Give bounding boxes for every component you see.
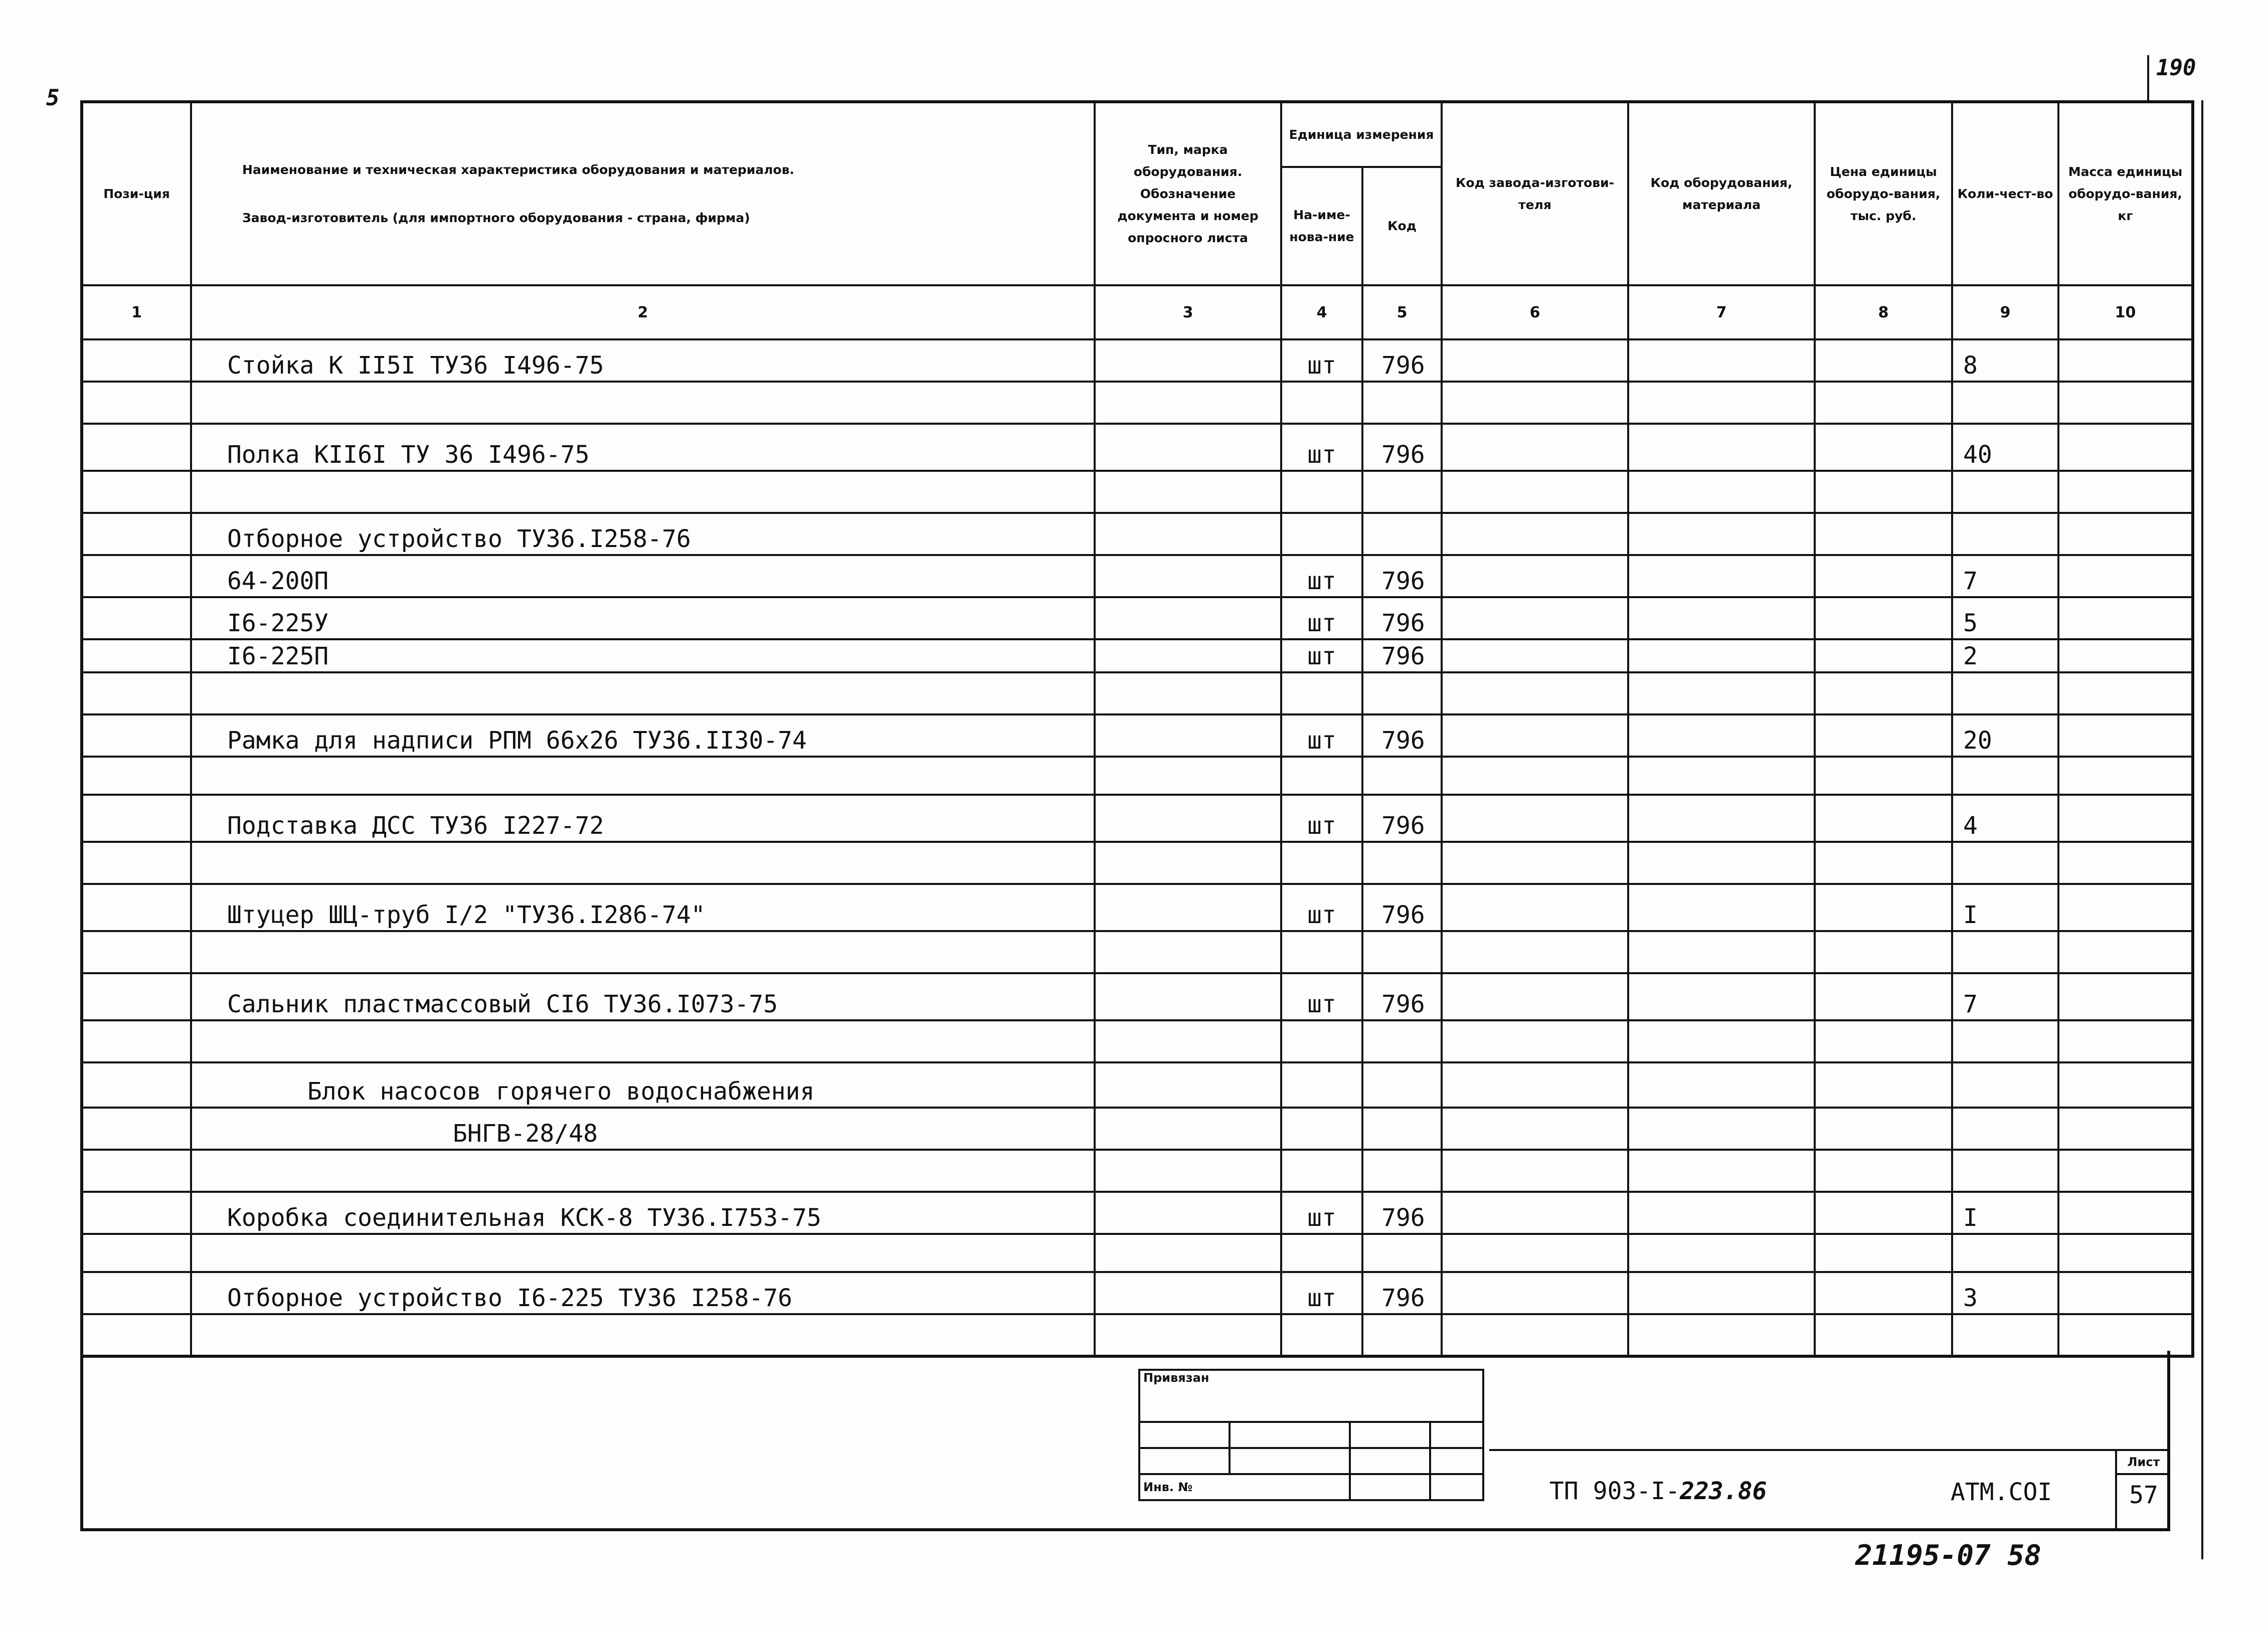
item-unit-code: 796 (1362, 1272, 1442, 1314)
column-number: 3 (1095, 285, 1281, 339)
item-unit (1281, 757, 1362, 795)
column-number: 4 (1281, 285, 1362, 339)
item-unit-code: 796 (1362, 424, 1442, 471)
sheet-number: 57 (2129, 1481, 2158, 1509)
item-name: 64-200П (191, 555, 1095, 597)
item-unit (1281, 1020, 1362, 1062)
item-quantity (1952, 471, 2058, 513)
item-name: I6-225У (191, 597, 1095, 639)
inventory-label: Инв. № (1139, 1474, 1350, 1500)
item-quantity (1952, 1062, 2058, 1108)
table-row (82, 1234, 2193, 1272)
sheet-label: Лист (2117, 1451, 2170, 1475)
table-row (82, 513, 2193, 555)
item-unit-code (1362, 1108, 1442, 1150)
item-name: Блок насосов горячего водоснабжения (191, 1062, 1095, 1108)
item-quantity (1952, 1108, 2058, 1150)
item-quantity: 4 (1952, 795, 2058, 842)
item-quantity: 8 (1952, 339, 2058, 382)
item-unit (1281, 513, 1362, 555)
header-unit-group: Единица измерения (1281, 102, 1442, 167)
item-unit (1281, 672, 1362, 714)
item-unit: шт (1281, 1272, 1362, 1314)
header-name (191, 102, 1095, 285)
column-number: 9 (1952, 285, 2058, 339)
item-name: Сальник пластмассовый СI6 ТУ36.I073-75 (191, 973, 1095, 1020)
item-quantity (1952, 1150, 2058, 1192)
item-unit-code (1362, 931, 1442, 973)
item-name: Коробка соединительная КСК-8 ТУ36.I753-75 (191, 1192, 1095, 1234)
header-plant-code: Код завода-изготови-теля (1442, 102, 1628, 285)
item-unit-code: 796 (1362, 714, 1442, 757)
item-quantity: 5 (1952, 597, 2058, 639)
item-quantity: 7 (1952, 555, 2058, 597)
item-unit (1281, 382, 1362, 424)
item-unit: шт (1281, 424, 1362, 471)
item-quantity: I (1952, 1192, 2058, 1234)
item-unit-code (1362, 471, 1442, 513)
item-name: Полка КII6I ТУ 36 I496-75 (191, 424, 1095, 471)
item-unit-code (1362, 1234, 1442, 1272)
column-number: 8 (1815, 285, 1952, 339)
column-number: 6 (1442, 285, 1628, 339)
table-row (82, 795, 2193, 842)
item-unit-code (1362, 1314, 1442, 1356)
item-unit (1281, 931, 1362, 973)
item-name: БНГВ-28/48 (191, 1108, 1095, 1150)
item-name: I6-225П (191, 639, 1095, 672)
item-quantity (1952, 672, 2058, 714)
item-quantity (1952, 757, 2058, 795)
bound-label: Привязан (1139, 1370, 1483, 1422)
table-row (82, 884, 2193, 931)
item-name (191, 1020, 1095, 1062)
item-unit: шт (1281, 555, 1362, 597)
table-row (82, 339, 2193, 382)
item-unit (1281, 842, 1362, 884)
item-quantity: 3 (1952, 1272, 2058, 1314)
table-row (82, 714, 2193, 757)
item-quantity: I (1952, 884, 2058, 931)
item-unit (1281, 1234, 1362, 1272)
table-row (82, 672, 2193, 714)
table-row (82, 1314, 2193, 1356)
item-name: Рамка для надписи РПМ 66х26 ТУ36.II30-74 (191, 714, 1095, 757)
table-row (82, 382, 2193, 424)
item-unit: шт (1281, 597, 1362, 639)
item-quantity (1952, 1020, 2058, 1062)
table-row (82, 597, 2193, 639)
item-unit: шт (1281, 795, 1362, 842)
item-quantity (1952, 931, 2058, 973)
item-unit: шт (1281, 714, 1362, 757)
table-row (82, 1062, 2193, 1108)
header-name-line1: Наименование и техническая характеристика оборудования и материалов. (242, 162, 795, 177)
header-quantity: Коли-чест-во (1952, 102, 2058, 285)
item-unit (1281, 1062, 1362, 1108)
item-quantity: 20 (1952, 714, 2058, 757)
header-name-line2: Завод-изготовитель (для импортного оборудования - страна, фирма) (242, 210, 750, 225)
table-row (82, 1272, 2193, 1314)
item-unit-code (1362, 1020, 1442, 1062)
header-equipment-code: Код оборудования, материала (1628, 102, 1815, 285)
header-mass: Масса единицы оборудо-вания, кг (2058, 102, 2193, 285)
item-unit: шт (1281, 339, 1362, 382)
item-unit (1281, 471, 1362, 513)
header-row-1 (82, 102, 2193, 167)
item-unit-code: 796 (1362, 639, 1442, 672)
header-price: Цена единицы оборудо-вания, тыс. руб. (1815, 102, 1952, 285)
item-unit-code (1362, 1062, 1442, 1108)
header-position: Пози-ция (82, 102, 191, 285)
table-row (82, 555, 2193, 597)
document-code-prefix: ТП 903-I- (1549, 1477, 1680, 1505)
item-name (191, 1314, 1095, 1356)
table-row (82, 1108, 2193, 1150)
item-name: Подставка ДСС ТУ36 I227-72 (191, 795, 1095, 842)
item-unit (1281, 1108, 1362, 1150)
binding-stamp (1138, 1369, 1484, 1501)
item-unit: шт (1281, 884, 1362, 931)
column-number: 2 (191, 285, 1095, 339)
column-number: 10 (2058, 285, 2193, 339)
item-name (191, 842, 1095, 884)
header-type: Тип, марка оборудования. Обозначение документа и номер опросного листа (1095, 102, 1281, 285)
item-name (191, 382, 1095, 424)
column-number-row (82, 285, 2193, 339)
item-unit: шт (1281, 1192, 1362, 1234)
item-name (191, 1234, 1095, 1272)
table-row (82, 1150, 2193, 1192)
item-unit-code: 796 (1362, 973, 1442, 1020)
item-unit: шт (1281, 973, 1362, 1020)
table-row (82, 757, 2193, 795)
item-unit-code: 796 (1362, 1192, 1442, 1234)
document-code-handwritten: 223.86 (1680, 1477, 1767, 1505)
sheet-box (2115, 1451, 2170, 1531)
table-row (82, 1192, 2193, 1234)
item-unit: шт (1281, 639, 1362, 672)
table-row (82, 973, 2193, 1020)
item-unit-code (1362, 757, 1442, 795)
table-row (82, 471, 2193, 513)
item-name (191, 1150, 1095, 1192)
item-name (191, 672, 1095, 714)
item-name (191, 757, 1095, 795)
right-margin-line (2201, 100, 2203, 1559)
title-block (1489, 1449, 2170, 1531)
item-unit-code: 796 (1362, 597, 1442, 639)
table-row (82, 842, 2193, 884)
corner-mark: 5 (46, 85, 60, 111)
item-unit-code (1362, 672, 1442, 714)
item-unit (1281, 1150, 1362, 1192)
header-unit-name: На-име-нова-ние (1281, 167, 1362, 285)
item-quantity (1952, 1234, 2058, 1272)
item-name: Стойка К II5I ТУ36 I496-75 (191, 339, 1095, 382)
item-unit-code (1362, 842, 1442, 884)
item-quantity: 7 (1952, 973, 2058, 1020)
item-unit-code: 796 (1362, 555, 1442, 597)
column-number: 5 (1362, 285, 1442, 339)
item-unit-code: 796 (1362, 884, 1442, 931)
item-unit-code (1362, 513, 1442, 555)
item-quantity (1952, 842, 2058, 884)
top-right-margin-line (2147, 55, 2149, 100)
item-name (191, 471, 1095, 513)
specification-table (80, 100, 2194, 1358)
table-row (82, 639, 2193, 672)
item-unit-code (1362, 1150, 1442, 1192)
document-id: АТМ.СОI (1951, 1478, 2052, 1506)
column-number: 1 (82, 285, 191, 339)
table-row (82, 931, 2193, 973)
item-unit-code: 796 (1362, 339, 1442, 382)
item-quantity: 2 (1952, 639, 2058, 672)
item-name (191, 931, 1095, 973)
column-number: 7 (1628, 285, 1815, 339)
document-code (1549, 1477, 1767, 1505)
item-unit (1281, 1314, 1362, 1356)
table-row (82, 1020, 2193, 1062)
item-quantity (1952, 1314, 2058, 1356)
item-quantity (1952, 382, 2058, 424)
table-row (82, 424, 2193, 471)
item-quantity (1952, 513, 2058, 555)
archive-number: 21195-07 58 (1855, 1539, 2041, 1572)
item-quantity: 40 (1952, 424, 2058, 471)
item-unit-code (1362, 382, 1442, 424)
item-name: Штуцер ШЦ-труб I/2 "ТУ36.I286-74" (191, 884, 1095, 931)
handwritten-sheet-number: 190 (2156, 55, 2196, 81)
item-name: Отборное устройство ТУ36.I258-76 (191, 513, 1095, 555)
item-name: Отборное устройство I6-225 ТУ36 I258-76 (191, 1272, 1095, 1314)
item-unit-code: 796 (1362, 795, 1442, 842)
header-unit-code: Код (1362, 167, 1442, 285)
